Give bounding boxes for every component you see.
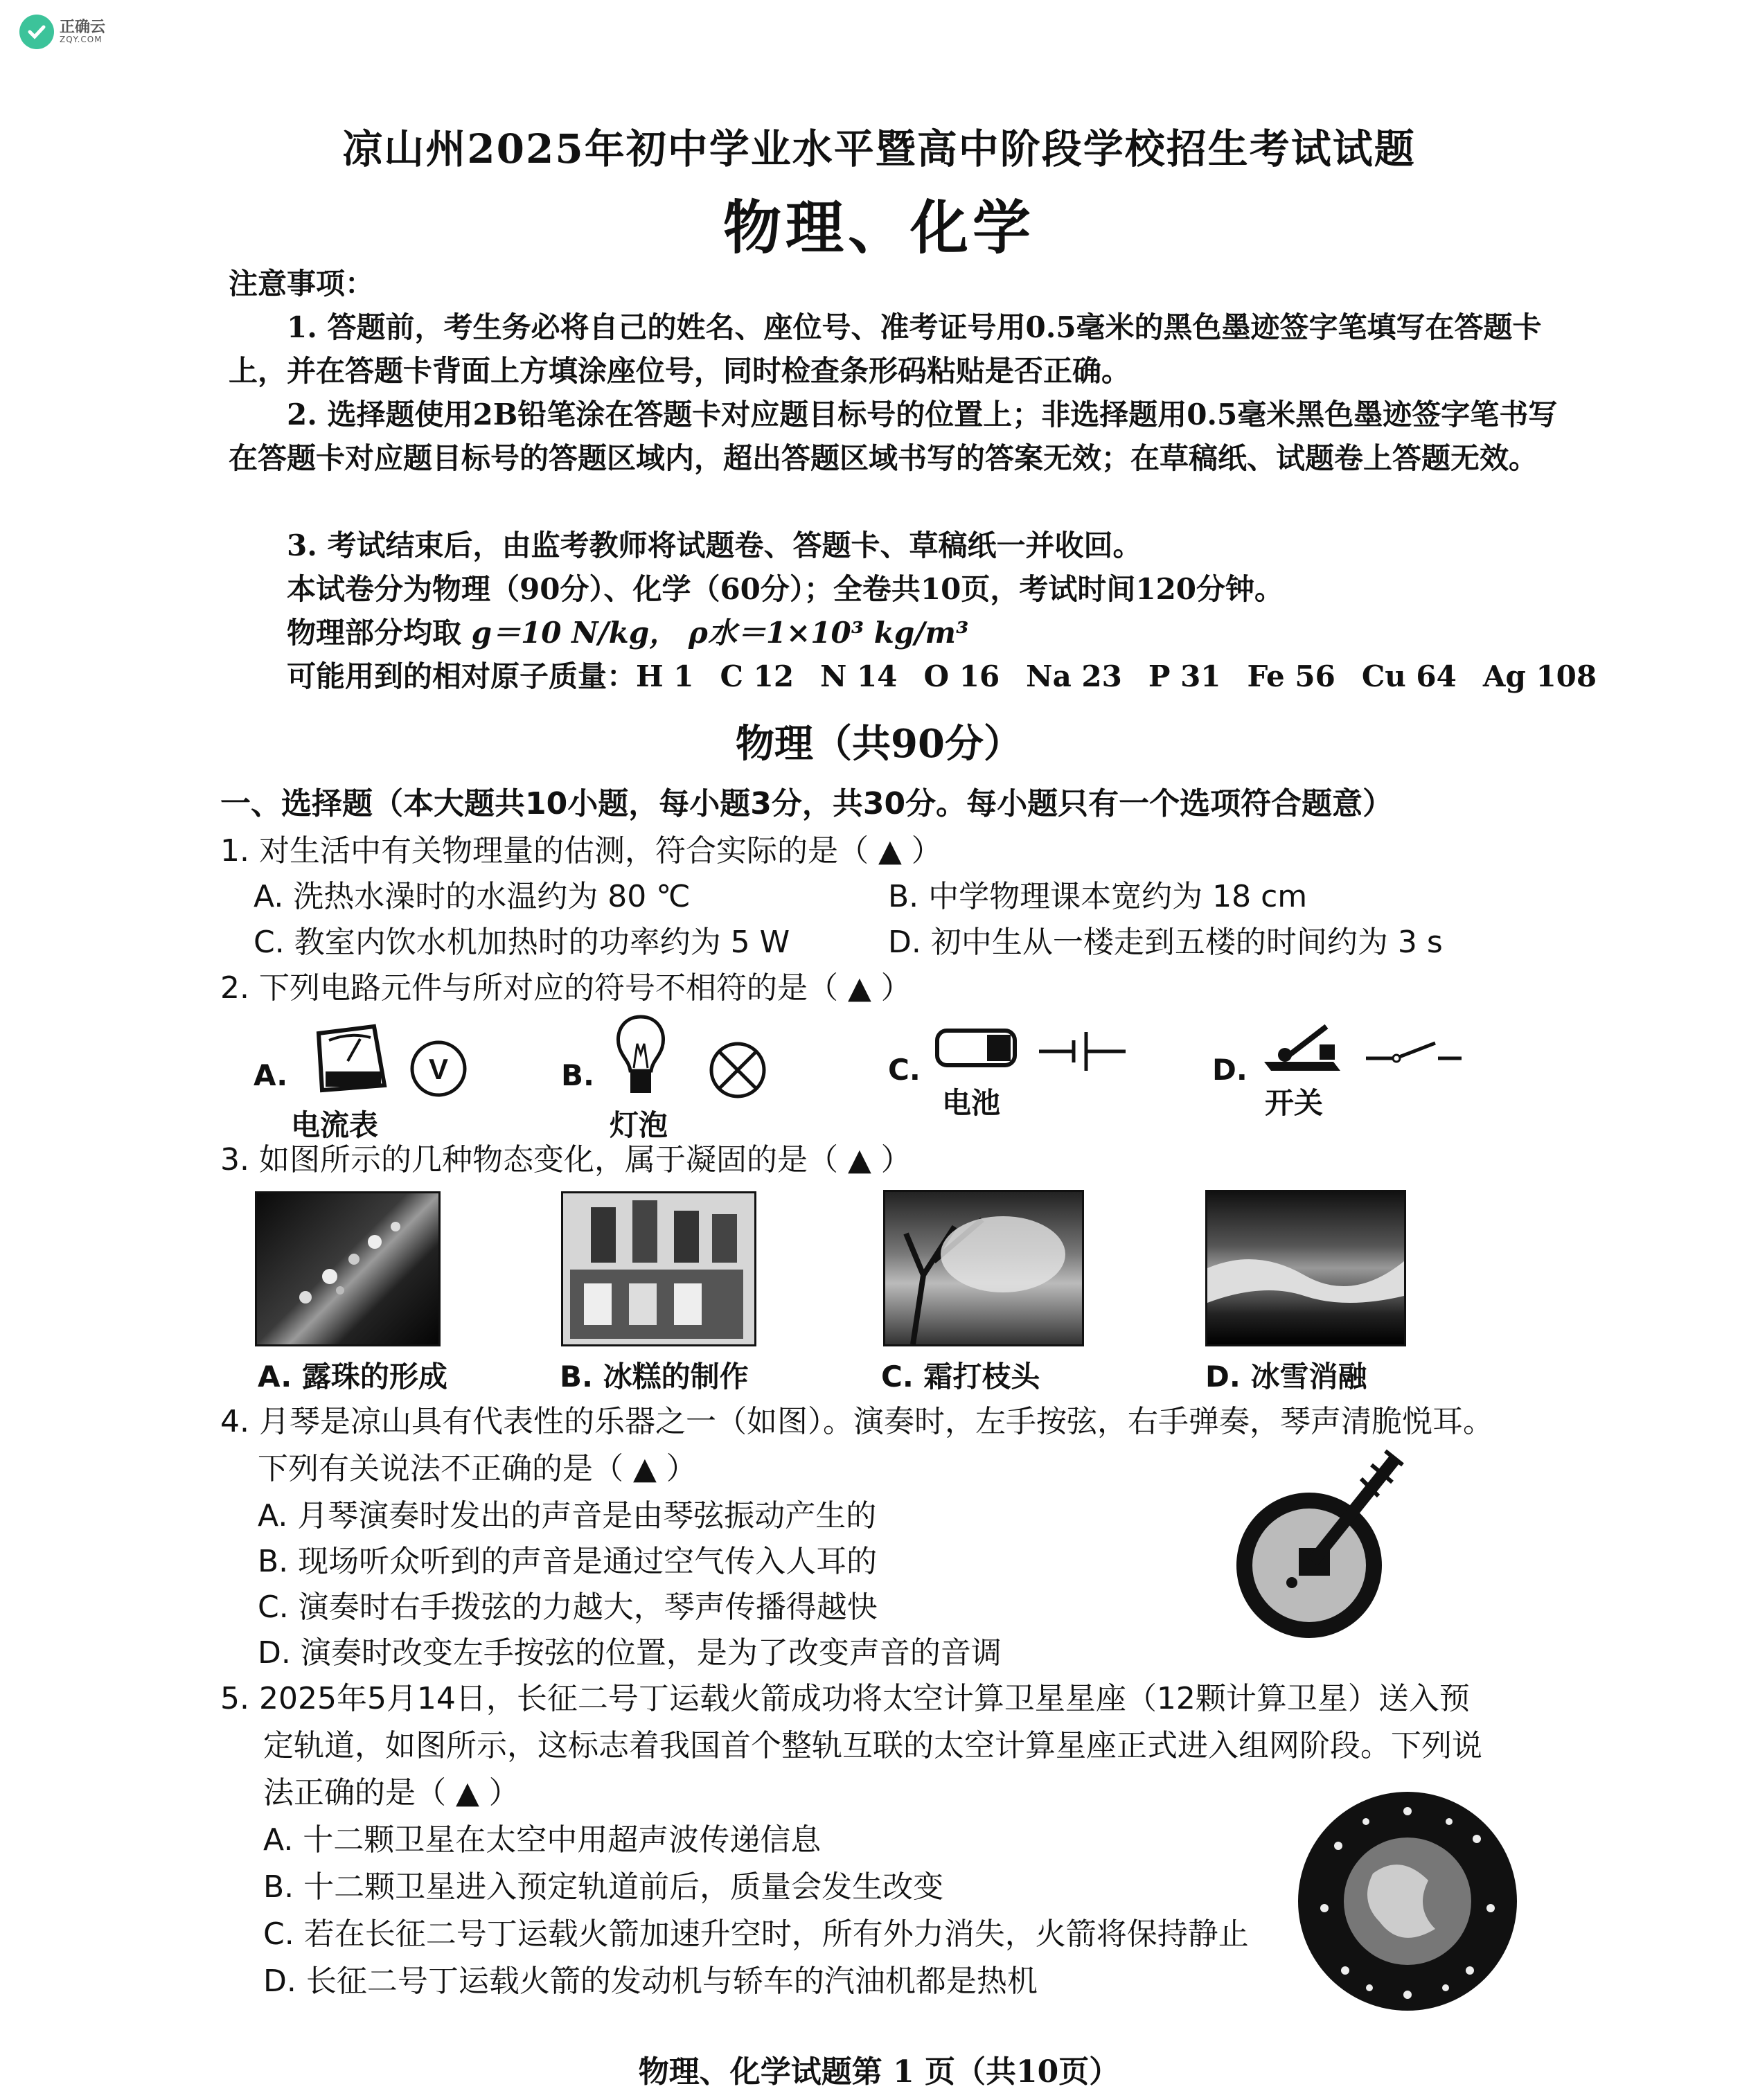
constants-g: g＝10 N/kg， [471,616,679,650]
dewdrop-photo [255,1191,441,1346]
atomic-mass-item: Fe 56 [1247,659,1335,693]
notice-item-2: 2. 选择题使用2B铅笔涂在答题卡对应题目标号的位置上；非选择题用0.5毫米黑色墨迹签字笔书写在答题卡对应题目标号的答题区域内，超出答题区域书写的答案无效；在草稿纸、试题卷上答题无效。 [229,398,1558,475]
atomic-mass-item: O 16 [923,659,1000,693]
q2-option-a-letter: A. [254,1058,288,1092]
section-title: 物理（共90分） [736,721,1022,767]
checkmark-icon [19,15,54,49]
atomic-mass-item: Na 23 [1026,659,1122,693]
q4-option-d: D. 演奏时改变左手按弦的位置，是为了改变声音的音调 [258,1635,1002,1671]
q4-option-b: B. 现场听众听到的声音是通过空气传入人耳的 [258,1544,878,1579]
constants-rho: ρ水＝1×10³ kg/m³ [688,616,969,650]
part1-heading: 一、选择题（本大题共10小题，每小题3分，共30分。每小题只有一个选项符合题意） [220,786,1394,821]
atomic-masses-label: 可能用到的相对原子质量： [287,659,637,693]
lamp-symbol-icon [708,1040,767,1100]
atomic-mass-item: Cu 64 [1361,659,1457,693]
atomic-mass-item: H 1 [636,659,694,693]
light-bulb-icon [610,1013,672,1103]
q2-option-a-caption: 电流表 [291,1108,379,1142]
q5-option-c: C. 若在长征二号丁运载火箭加速升空时，所有外力消失，火箭将保持静止 [263,1916,1249,1952]
atomic-masses-line [287,655,1597,698]
atomic-mass-item: C 12 [720,659,794,693]
ammeter-device-icon [305,1013,395,1103]
satellite-constellation-figure [1297,1790,1518,2012]
constants-line [287,611,968,655]
q1-option-c: C. 教室内饮水机加热时的功率约为 5 W [254,925,790,960]
q2-option-d-letter: D. [1212,1053,1248,1087]
q1-option-d: D. 初中生从一楼走到五楼的时间约为 3 s [888,925,1443,960]
notice-item-1: 1. 答题前，考生务必将自己的姓名、座位号、准考证号用0.5毫米的黑色墨迹签字笔填写在答题卡上，并在答题卡背面上方填涂座位号，同时检查条形码粘贴是否正确。 [229,310,1542,388]
atomic-mass-item: Ag 108 [1482,659,1597,693]
q4-option-a: A. 月琴演奏时发出的声音是由琴弦振动产生的 [258,1498,877,1533]
q5-stem-line1: 5. 2025年5月14日，长征二号丁运载火箭成功将太空计算卫星星座（12颗计算卫星）送入预 [220,1681,1470,1716]
page-footer: 物理、化学试题第 1 页（共10页） [638,2054,1120,2090]
q4-stem-line1: 4. 月琴是凉山具有代表性的乐器之一（如图）。演奏时，左手按弦，右手弹奏，琴声清脆悦耳。 [220,1404,1493,1439]
q2-stem: 2. 下列电路元件与所对应的符号不相符的是（ ▲ ） [220,970,912,1006]
moon-guitar-figure [1229,1444,1437,1652]
q5-option-d: D. 长征二号丁运载火箭的发动机与轿车的汽油机都是热机 [263,1964,1038,1999]
q5-stem-line3: 法正确的是（ ▲ ） [263,1775,520,1810]
battery-symbol-icon [1039,1031,1129,1072]
atomic-mass-item: N 14 [820,659,898,693]
battery-device-icon [932,1024,1022,1072]
atomic-masses-list [636,659,1597,693]
q2-option-d-caption: 开关 [1265,1086,1324,1120]
voltmeter-symbol-letter: V [428,1053,449,1085]
notice-heading: 注意事项： [229,267,375,301]
q5-option-b: B. 十二颗卫星进入预定轨道前后，质量会发生改变 [263,1869,944,1905]
q2-option-c-letter: C. [888,1053,921,1087]
q3-caption-a: A. 露珠的形成 [258,1360,447,1394]
exam-subtitle: 物理、化学 [722,193,1035,262]
voltmeter-symbol-icon [409,1039,468,1098]
popsicle-photo [561,1191,756,1346]
q1-option-b: B. 中学物理课本宽约为 18 cm [888,879,1308,914]
q3-caption-c: C. 霜打枝头 [881,1360,1040,1394]
q4-stem-line2: 下列有关说法不正确的是（ ▲ ） [258,1451,697,1486]
switch-device-icon [1257,1017,1347,1079]
q1-stem: 1. 对生活中有关物理量的估测，符合实际的是（ ▲ ） [220,833,942,869]
switch-symbol-icon [1366,1039,1463,1067]
atomic-mass-item: P 31 [1148,659,1221,693]
q5-option-a: A. 十二颗卫星在太空中用超声波传递信息 [263,1822,822,1858]
score-info: 本试卷分为物理（90分）、化学（60分）；全卷共10页，考试时间120分钟。 [287,572,1284,606]
melting-snow-photo [1205,1190,1406,1346]
q4-option-c: C. 演奏时右手拨弦的力越大，琴声传播得越快 [258,1590,878,1625]
brand-logo [19,14,151,50]
q1-option-a: A. 洗热水澡时的水温约为 80 ℃ [254,879,691,914]
exam-title: 凉山州2025年初中学业水平暨高中阶段学校招生考试试题 [342,125,1416,172]
brand-domain: ZQY.COM [60,35,103,45]
q5-stem-line2: 定轨道，如图所示，这标志着我国首个整轨互联的太空计算星座正式进入组网阶段。下列说 [263,1728,1482,1763]
q2-option-b-letter: B. [561,1058,594,1092]
brand-name: 正确云 [60,19,106,37]
frost-photo [883,1190,1084,1346]
constants-prefix: 物理部分均取 [287,616,462,650]
q3-caption-d: D. 冰雪消融 [1205,1360,1367,1394]
q2-option-c-caption: 电池 [942,1086,1001,1120]
q2-option-b-caption: 灯泡 [610,1108,668,1142]
notice-item-3: 3. 考试结束后，由监考教师将试题卷、答题卡、草稿纸一并收回。 [287,528,1142,562]
q3-stem: 3. 如图所示的几种物态变化，属于凝固的是（ ▲ ） [220,1142,912,1177]
q3-caption-b: B. 冰糕的制作 [560,1360,749,1394]
